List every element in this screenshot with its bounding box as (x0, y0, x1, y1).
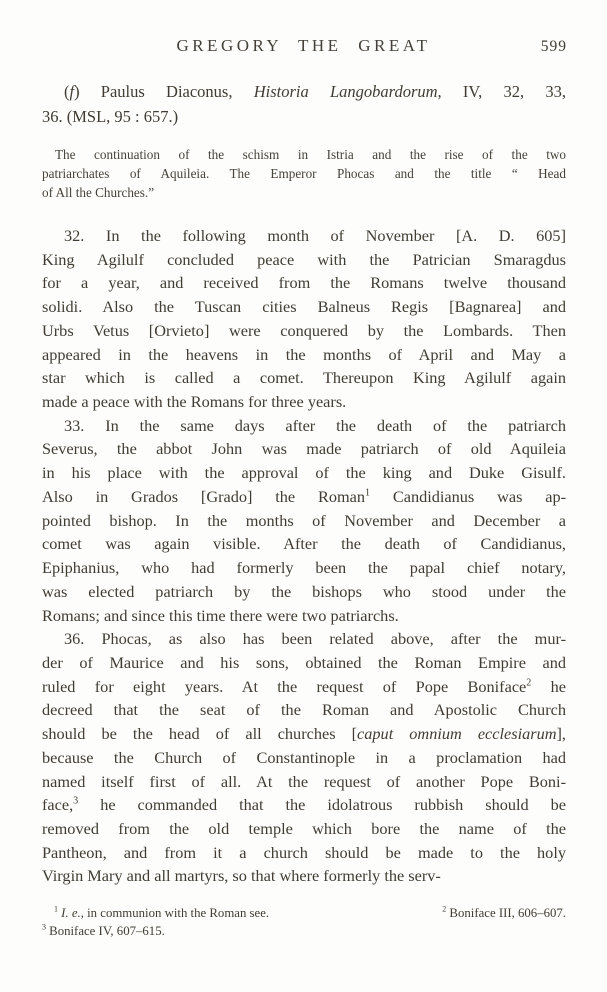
text-line: of All the Churches.” (42, 185, 155, 200)
text-line: because the Church of Constantinople in a proclamation had (42, 747, 566, 767)
text-line: face,$^3$ he commanded that the idolatrous rubbish should be (42, 795, 566, 815)
text-line: 32. In the following month of November [A. D. 605] (64, 226, 566, 245)
text-line: Pantheon, and from it a church should be made to the holy (42, 842, 566, 862)
footnote-row-1 (42, 905, 566, 923)
text-line: made a peace with the Romans for three years. (42, 392, 347, 412)
text-line: was elected patriarch by the bishops who stood under the (42, 581, 566, 601)
text-line: comet was again visible. After the death of Candidianus, (42, 534, 566, 554)
text-line: 33. In the same days after the death of the patriarch (64, 415, 566, 435)
text-line: for a year, and received from the Romans twelve thousand (42, 273, 566, 293)
source-citation (42, 80, 566, 129)
paragraph-33 (42, 414, 566, 627)
text-line: Also in Grados [Grado] the Roman$^1$ Candidianus was ap- (42, 486, 567, 506)
text-line: Urbs Vetus [Orvieto] were conquered by the Lombards. Then (42, 320, 566, 340)
footnote-1: $^1$ I. e., in communion with the Roman see. (54, 904, 270, 920)
text-line: King Agilulf concluded peace with the Patrician Smaragdus (42, 249, 566, 269)
page-number: 599 (540, 38, 567, 55)
text-line: 36. Phocas, as also has been related above, after the mur- (64, 629, 566, 649)
text-line: removed from the old temple which bore the name of the (42, 818, 566, 838)
paragraph-36 (42, 627, 566, 888)
footnote-3: $^3$ Boniface IV, 607–615. (42, 922, 165, 938)
text-line: patriarchates of Aquileia. The Emperor Phocas and the title “ Head (42, 166, 566, 181)
paragraph-32 (42, 224, 566, 414)
footnote-row-2 (42, 923, 566, 941)
text-line: pointed bishop. In the months of November and December a (42, 510, 566, 530)
text-line: ruled for eight years. At the request of Pope Boniface$^2$ he (42, 676, 566, 696)
text-line: appeared in the heavens in the months of April and May a (42, 344, 566, 364)
editorial-summary (42, 145, 566, 202)
text-line: Epiphanius, who had formerly been the papal chief notary, (42, 558, 566, 578)
text-line: should be the head of all churches [caput omnium ecclesiarum], (42, 724, 566, 744)
text-line: Virgin Mary and all martyrs, so that where formerly the serv- (42, 866, 441, 886)
footnote-2: $^2$ Boniface III, 606–607. (442, 904, 566, 920)
body-text (42, 224, 566, 888)
text-line: (f) Paulus Diaconus, Historia Langobardorum, IV, 32, 33, (64, 82, 566, 101)
running-head-title: GREGORY THE GREAT (176, 36, 431, 55)
text-line: solidi. Also the Tuscan cities Balneus Regis [Bagnarea] and (42, 297, 566, 317)
text-line: decreed that the seat of the Roman and Apostolic Church (42, 700, 566, 720)
text-line: The continuation of the schism in Istria and the rise of the two (55, 147, 566, 162)
text-line: Severus, the abbot John was made patriarch of old Aquileia (42, 439, 566, 459)
text-line: star which is called a comet. Thereupon King Agilulf again (42, 368, 566, 388)
text-line: der of Maurice and his sons, obtained the Roman Empire and (42, 652, 566, 672)
text-line: in his place with the approval of the king and Duke Gisulf. (42, 463, 566, 483)
text-line: named itself first of all. At the request of another Pope Boni- (42, 771, 566, 791)
footnotes (42, 905, 566, 940)
text-line: 36. (MSL, 95 : 657.) (42, 106, 179, 126)
text-line: Romans; and since this time there were two patriarchs. (42, 605, 399, 625)
